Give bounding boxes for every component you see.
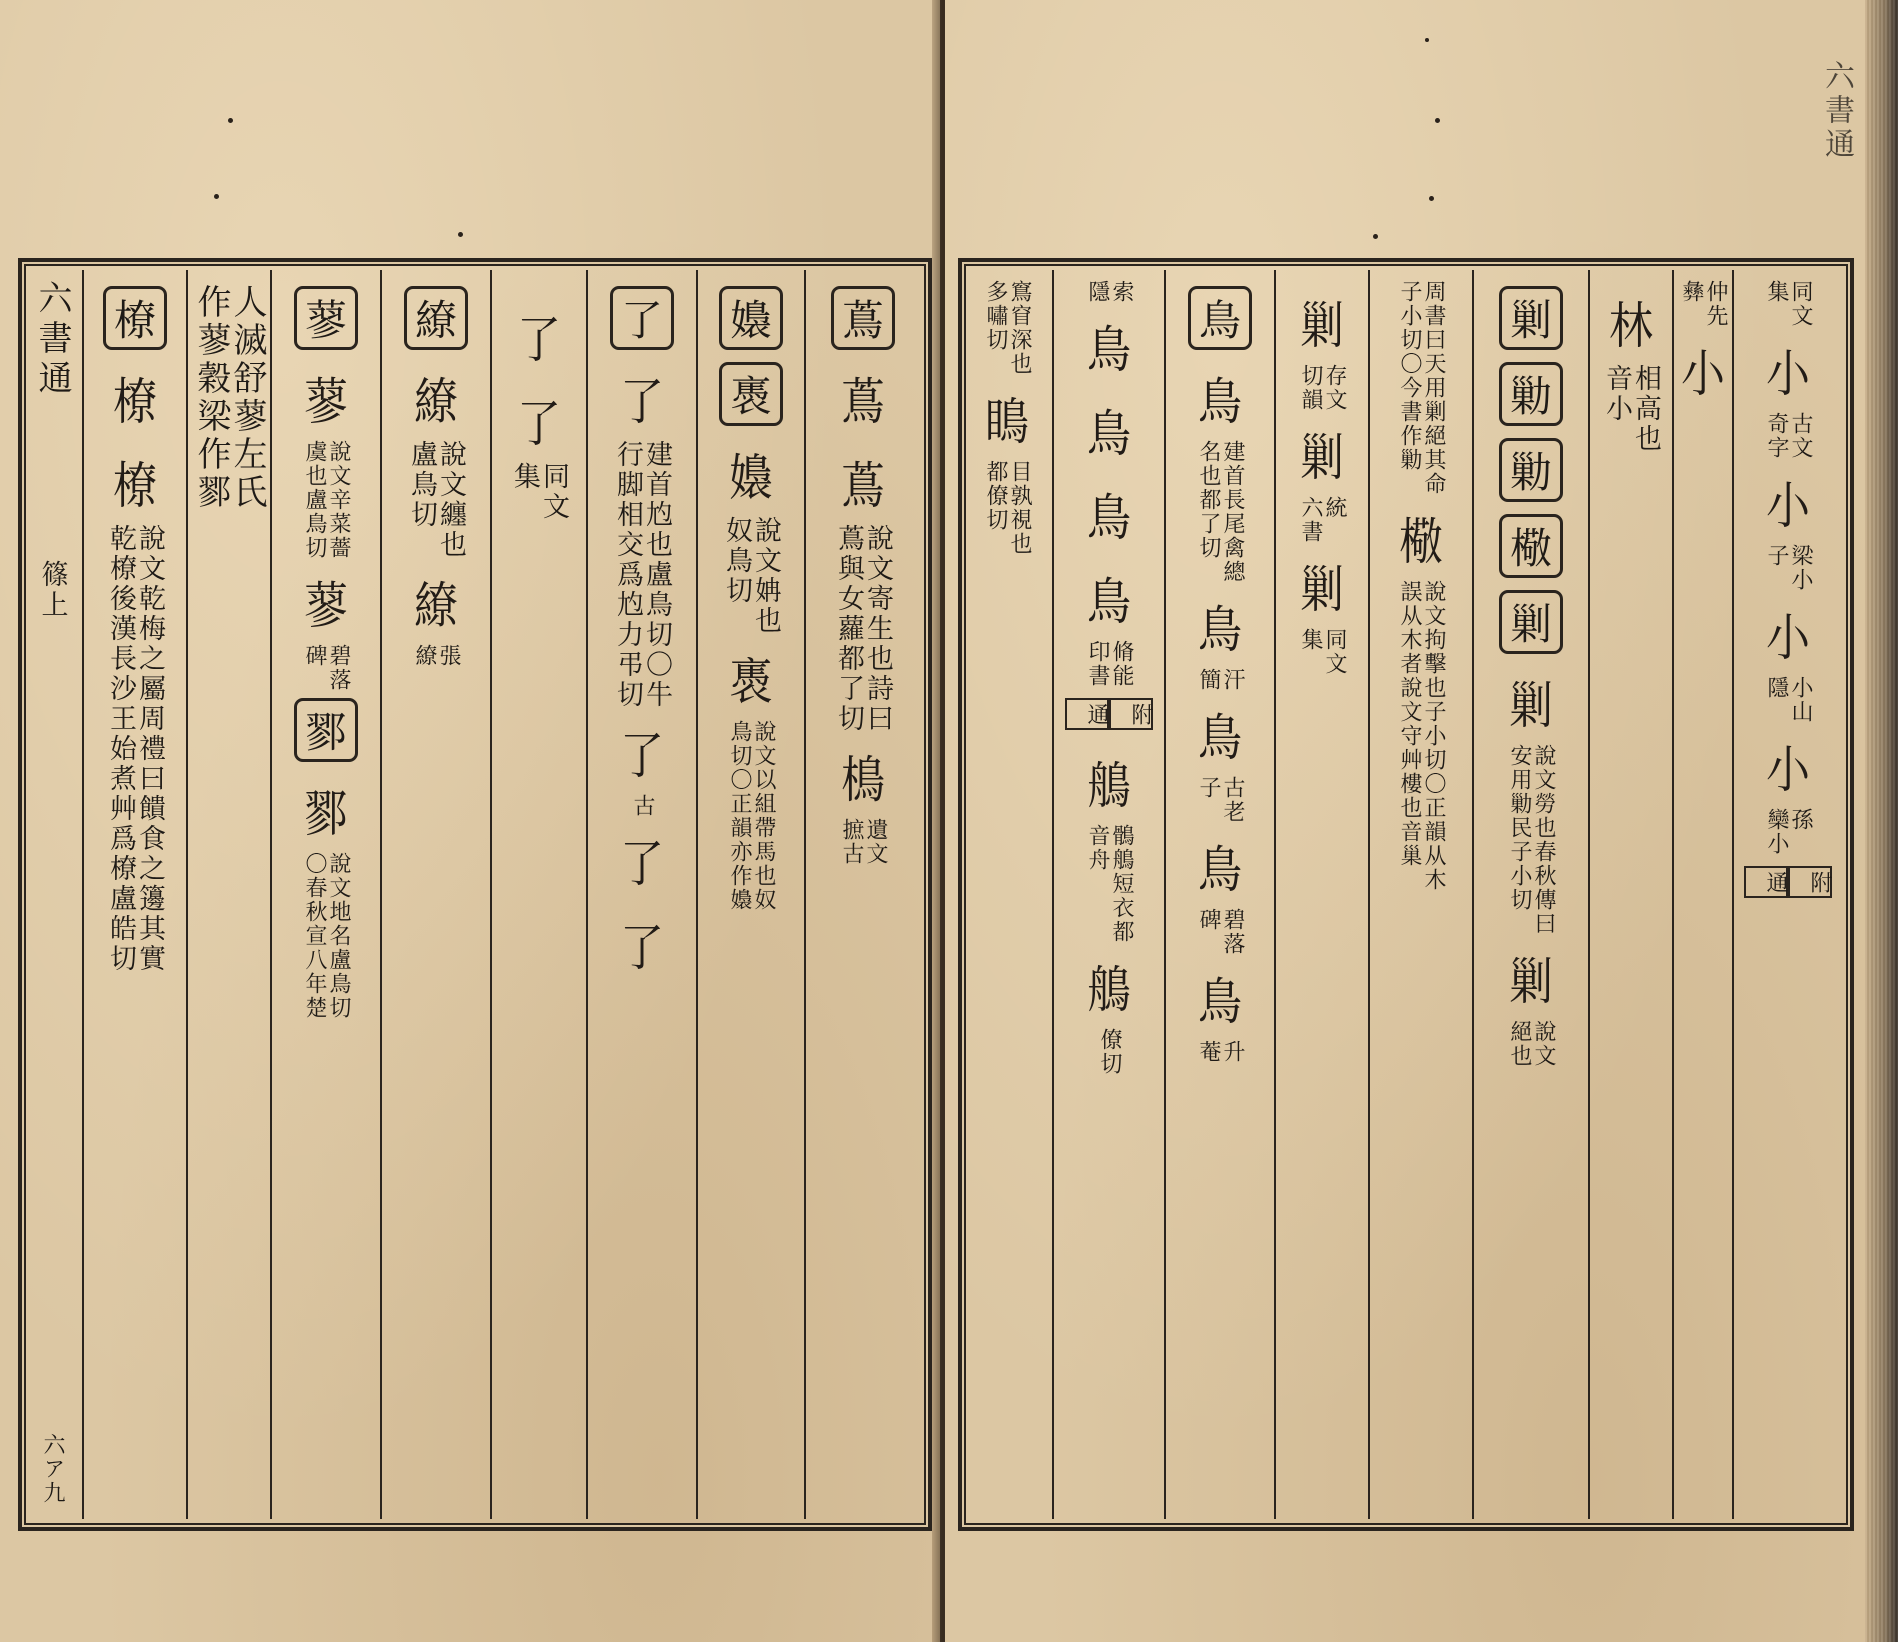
entry-column-xiao	[1734, 270, 1842, 1519]
headword-box: 鳥	[1188, 286, 1252, 350]
annotation: 說文拘擊也子小切〇正韻从木	[1421, 580, 1446, 892]
annotation: 窵	[1007, 280, 1032, 304]
entry-column-xiao-lin	[1590, 270, 1674, 1519]
annotation: 都僚切	[983, 460, 1008, 532]
source-label: 繚	[412, 644, 437, 668]
seal-glyph: 了	[620, 727, 664, 785]
entry-column-niao-bird	[1166, 270, 1276, 1519]
appendix-tag: 通	[1065, 698, 1109, 730]
source-label: 碑	[302, 644, 327, 668]
seal-glyph: 蔦	[841, 457, 885, 515]
seal-glyph: 了	[620, 919, 664, 977]
headword-box: 了	[610, 286, 674, 350]
appendix-tag: 附	[1109, 698, 1153, 730]
entry-column-niao-variants	[1054, 270, 1166, 1519]
rhyme-section-label: 篠上	[36, 560, 68, 620]
page-number: 六ア九	[40, 1433, 65, 1505]
seal-glyph: 小	[1766, 741, 1810, 799]
source-label: 同文	[538, 462, 569, 522]
source-label: 印書	[1085, 640, 1110, 688]
binding-hole	[214, 194, 219, 199]
seal-glyph: 鵃	[1087, 757, 1131, 815]
seal-glyph: 小	[1766, 609, 1810, 667]
seal-glyph: 蓼	[304, 373, 348, 431]
annotation: 說文	[1531, 1020, 1556, 1068]
annotation: 乾橑後漢長沙王始煮艸爲橑盧皓切	[105, 524, 136, 974]
annotation: 安用勦民子小切	[1507, 744, 1532, 912]
entry-column-liao-herb	[272, 270, 382, 1519]
binding-hole	[1425, 38, 1429, 42]
headword-box: 㯳	[1499, 514, 1563, 578]
source-label: 古老	[1220, 776, 1245, 824]
seal-glyph: 橑	[113, 373, 157, 431]
annotation: 作蓼穀梁作鄝	[191, 284, 231, 512]
binding-hole	[1435, 118, 1440, 123]
source-label: 汗	[1220, 668, 1245, 692]
left-page-frame	[18, 258, 932, 1531]
entry-column-diao-eye	[962, 270, 1054, 1519]
source-label: 摭古	[839, 818, 864, 866]
headword-box: 剿	[1499, 590, 1563, 654]
source-label: 隱	[1764, 676, 1789, 700]
annotation: 名也都了切	[1196, 440, 1221, 560]
annotation: 鳥切〇正韻亦作嬝	[727, 720, 752, 912]
binding-hole	[228, 118, 233, 123]
annotation: 周書曰天用剿絕其命	[1421, 280, 1446, 496]
appendix-tag: 通	[1744, 866, 1788, 898]
seal-glyph: 蓼	[304, 577, 348, 635]
annotation: 說文地名盧鳥切	[326, 852, 351, 1020]
headword-box: 褭	[719, 362, 783, 426]
seal-glyph: 㯳	[1399, 513, 1443, 571]
entry-column-note	[188, 270, 272, 1519]
headword-box: 鄝	[294, 698, 358, 762]
book-title-edge: 六書通	[1819, 60, 1854, 162]
source-label: 張	[436, 644, 461, 668]
annotation: 說文乾梅之屬周禮曰饋食之籩其實	[134, 524, 165, 974]
source-label: 彝	[1679, 280, 1704, 304]
source-label: 奇字	[1764, 412, 1789, 460]
source-label: 統	[1322, 496, 1347, 520]
annotation: 說文以組帶馬也奴	[751, 720, 776, 912]
seal-glyph: 鳥	[1087, 489, 1131, 547]
seal-glyph: 鳥	[1087, 405, 1131, 463]
source-label: 遺文	[863, 818, 888, 866]
seal-glyph: 了	[517, 311, 561, 369]
entry-column-jiao-notes	[1370, 270, 1474, 1519]
entry-column-liao	[84, 270, 188, 1519]
seal-glyph: 鳥	[1198, 973, 1242, 1031]
source-label: 集	[509, 462, 540, 492]
seal-glyph: 剿	[1509, 953, 1553, 1011]
source-label: 小山	[1788, 676, 1813, 724]
seal-glyph: 樢	[841, 751, 885, 809]
entry-column-diao	[806, 270, 920, 1519]
annotation: 說文辛菜薔	[326, 440, 351, 560]
annotation: 盧鳥切	[406, 440, 437, 530]
annotation: 人滅舒蓼左氏	[227, 284, 267, 512]
annotation: 說文纏也	[435, 440, 466, 560]
annotation: 誤从木者說文守艸樓也音巢	[1397, 580, 1422, 868]
seal-glyph: 橑	[113, 457, 157, 515]
source-label: 集	[1298, 628, 1323, 652]
seal-glyph: 剿	[1300, 297, 1344, 355]
seal-glyph: 鳥	[1198, 841, 1242, 899]
source-label: 六書	[1298, 496, 1323, 544]
entry-column-liao-variants	[492, 270, 588, 1519]
binding-hole	[458, 232, 463, 237]
annotation: 窅深也	[1007, 304, 1032, 376]
annotation: 建首長尾禽總	[1220, 440, 1245, 584]
headword-box: 嬝	[719, 286, 783, 350]
seal-glyph: 瞗	[985, 393, 1029, 451]
seal-glyph: 剿	[1300, 429, 1344, 487]
seal-glyph: 小	[1681, 345, 1725, 403]
seal-glyph: 了	[517, 395, 561, 453]
seal-glyph: 鳥	[1087, 573, 1131, 631]
seal-glyph: 鄝	[304, 785, 348, 843]
seal-glyph: 繚	[414, 373, 458, 431]
seal-glyph: 鵃	[1087, 961, 1131, 1019]
seal-glyph: 了	[620, 373, 664, 431]
source-label: 子	[1196, 776, 1221, 800]
headword-box: 勦	[1499, 362, 1563, 426]
annotation: 相高也	[1630, 364, 1661, 454]
source-label: 集	[1764, 280, 1789, 304]
source-label: 碑	[1196, 908, 1221, 932]
annotation: 音舟	[1085, 824, 1110, 872]
entry-column-niao	[698, 270, 806, 1519]
seal-glyph: 剿	[1509, 677, 1553, 735]
entry-column-liao-silk	[382, 270, 492, 1519]
entry-column-jiao-variants	[1276, 270, 1370, 1519]
appendix-tag: 附	[1788, 866, 1832, 898]
source-label: 隱	[1085, 280, 1110, 304]
headword-box: 蔦	[831, 286, 895, 350]
seal-glyph: 鳥	[1198, 373, 1242, 431]
annotation: 音小	[1601, 364, 1632, 424]
source-label: 簡	[1196, 668, 1221, 692]
source-label: 存文	[1322, 364, 1347, 412]
source-label: 古	[630, 794, 655, 818]
annotation: 奴鳥切	[721, 516, 752, 606]
source-label: 碧落	[1220, 908, 1245, 956]
seal-glyph: 嬝	[729, 449, 773, 507]
source-label: 菴	[1196, 1040, 1221, 1064]
annotation: 說文勞也春秋傳曰	[1531, 744, 1556, 936]
entry-column-le	[588, 270, 698, 1519]
headword-box: 勦	[1499, 438, 1563, 502]
source-label: 孫	[1788, 808, 1813, 832]
left-page	[0, 0, 940, 1642]
annotation: 建首尥也盧鳥切〇牛	[641, 440, 672, 710]
annotation: 鶻鵃短衣都	[1109, 824, 1134, 944]
seal-glyph: 小	[1766, 477, 1810, 535]
headword-box: 繚	[404, 286, 468, 350]
annotation: 絕也	[1507, 1020, 1532, 1068]
seal-glyph: 鳥	[1198, 601, 1242, 659]
seal-glyph: 繚	[414, 577, 458, 635]
seal-glyph: 了	[620, 835, 664, 893]
annotation: 蔦與女蘿都了切	[833, 524, 864, 734]
source-label: 欒小	[1764, 808, 1789, 856]
annotation: 嘯切	[983, 304, 1008, 352]
source-label: 子	[1764, 544, 1789, 568]
left-margin-strip	[22, 270, 84, 1519]
seal-glyph: 鳥	[1198, 709, 1242, 767]
seal-glyph: 小	[1766, 345, 1810, 403]
source-label: 同文	[1322, 628, 1347, 676]
headword-box: 蓼	[294, 286, 358, 350]
source-label: 碧落	[326, 644, 351, 692]
book-title: 六書通	[32, 280, 72, 400]
annotation: 僚切	[1097, 1028, 1122, 1076]
source-label: 梁小	[1788, 544, 1813, 592]
annotation: 多	[983, 280, 1008, 304]
source-label: 切韻	[1298, 364, 1323, 412]
annotation: 說文寄生也詩曰	[862, 524, 893, 734]
annotation: 目孰視也	[1007, 460, 1032, 556]
annotation: 子小切〇今書作勦	[1397, 280, 1422, 472]
headword-box: 剿	[1499, 286, 1563, 350]
annotation: 行脚相交爲尥力弔切	[612, 440, 643, 710]
entry-column-jiao	[1474, 270, 1590, 1519]
annotation: 虞也盧鳥切	[302, 440, 327, 560]
annotation: 說文姌也	[750, 516, 781, 636]
source-label: 同文	[1788, 280, 1813, 328]
source-label: 古文	[1788, 412, 1813, 460]
source-label: 升	[1220, 1040, 1245, 1064]
entry-column-xiao-source	[1674, 270, 1734, 1519]
binding-hole	[1373, 234, 1378, 239]
seal-glyph: 林	[1609, 297, 1653, 355]
source-label: 索	[1109, 280, 1134, 304]
seal-glyph: 剿	[1300, 561, 1344, 619]
seal-glyph: 蔦	[841, 373, 885, 431]
right-page-frame	[958, 258, 1854, 1531]
source-label: 仲先	[1703, 280, 1728, 328]
headword-box: 橑	[103, 286, 167, 350]
seal-glyph: 鳥	[1087, 321, 1131, 379]
seal-glyph: 褭	[729, 653, 773, 711]
source-label: 脩能	[1109, 640, 1134, 688]
page-stack-edge	[1865, 0, 1898, 1642]
binding-hole	[1429, 196, 1434, 201]
annotation: 〇春秋宣八年楚	[302, 852, 327, 1020]
